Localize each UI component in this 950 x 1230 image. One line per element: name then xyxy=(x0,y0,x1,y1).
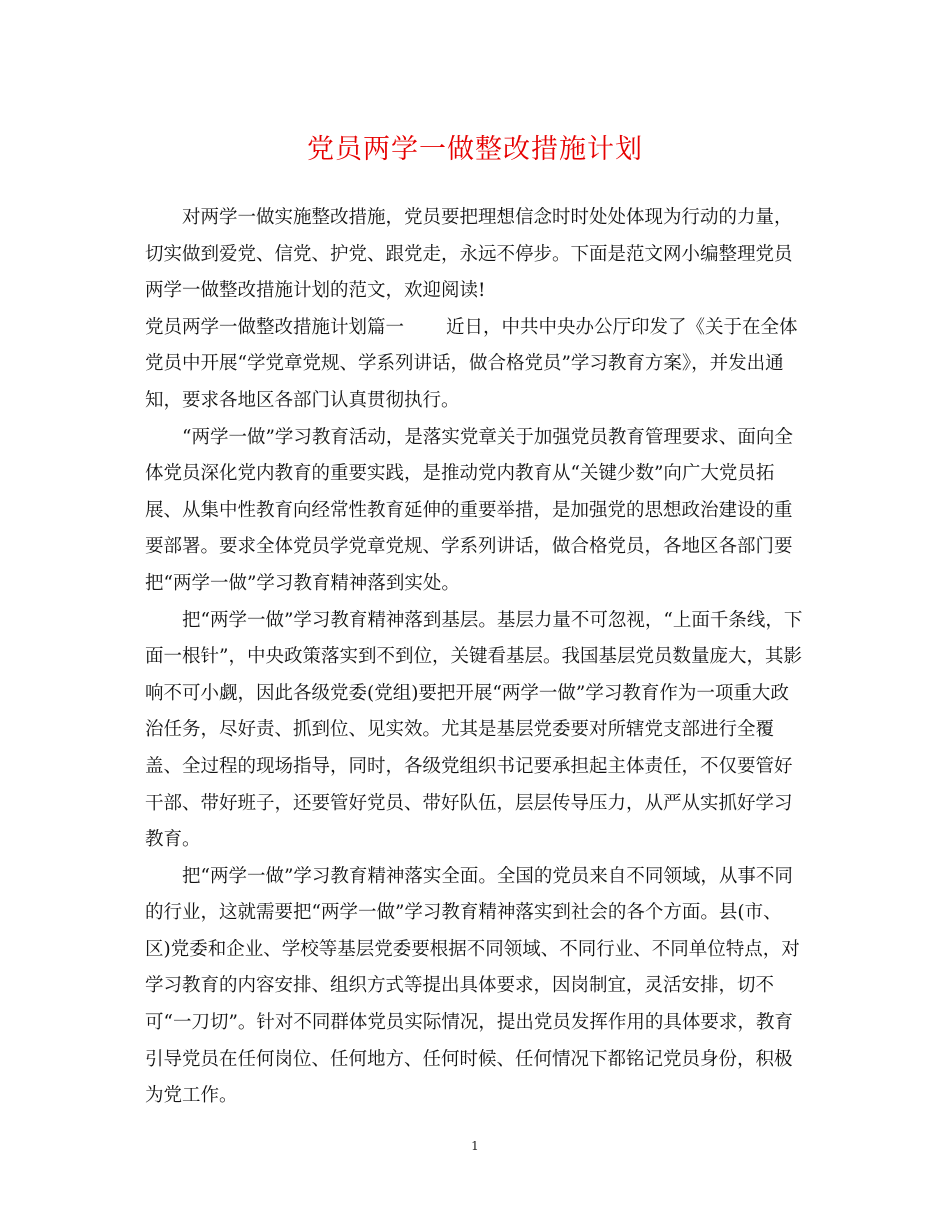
paragraph-section-one xyxy=(145,310,805,420)
document-body xyxy=(145,200,805,1115)
paragraph-grassroots: 把“两学一做”学习教育精神落到基层。基层力量不可忽视，“上面千条线，下面一根针”，中央政策落实到不到位，关键看基层。我国基层党员数量庞大，其影响不可小觑，因此各级党委(党组)要把开展“两学一做”学习教育作为一项重大政治任务，尽好责、抓到位、见实效。尤其是基层党委要对所辖党支部进行全覆盖、全过程的现场指导，同时，各级党组织书记要承担起主体责任，不仅要管好干部、带好班子，还要管好党员、带好队伍，层层传导压力，从严从实抓好学习教育。 xyxy=(145,609,803,851)
section-heading: 党员两学一做整改措施计划篇一 xyxy=(145,316,405,338)
section-one-text: 近日，中共中央办公厅印发了《关于在全体党员中开展“学党章党规、学系列讲话，做合格党员”学习教育方案》，并发出通知，要求各地区各部门认真贯彻执行。 xyxy=(145,316,798,411)
paragraph-two-study: “两学一做”学习教育活动，是落实党章关于加强党员教育管理要求、面向全体党员深化党内教育的重要实践，是推动党内教育从“关键少数”向广大党员拓展、从集中性教育向经常性教育延伸的重要举措，是加强党的思想政治建设的重要部署。要求全体党员学党章党规、学系列讲话，做合格党员，各地区各部门要把“两学一做”学习教育精神落到实处。 xyxy=(145,426,793,594)
paragraph-intro: 对两学一做实施整改措施，党员要把理想信念时时处处体现为行动的力量，切实做到爱党、信党、护党、跟党走，永远不停步。下面是范文网小编整理党员两学一做整改措施计划的范文，欢迎阅读! xyxy=(145,207,793,302)
page-number: 1 xyxy=(471,1139,479,1153)
paragraph-comprehensive: 把“两学一做”学习教育精神落实全面。全国的党员来自不同领域，从事不同的行业，这就需要把“两学一做”学习教育精神落实到社会的各个方面。县(市、区)党委和企业、学校等基层党委要根据不同领域、不同行业、不同单位特点，对学习教育的内容安排、组织方式等提出具体要求，因岗制宜，灵活安排，切不可“一刀切”。针对不同群体党员实际情况，提出党员发挥作用的具体要求，教育引导党员在任何岗位、任何地方、任何时候、任何情况下都铭记党员身份，积极为党工作。 xyxy=(145,865,800,1107)
page-title: 党员两学一做整改措施计划 xyxy=(307,134,643,165)
